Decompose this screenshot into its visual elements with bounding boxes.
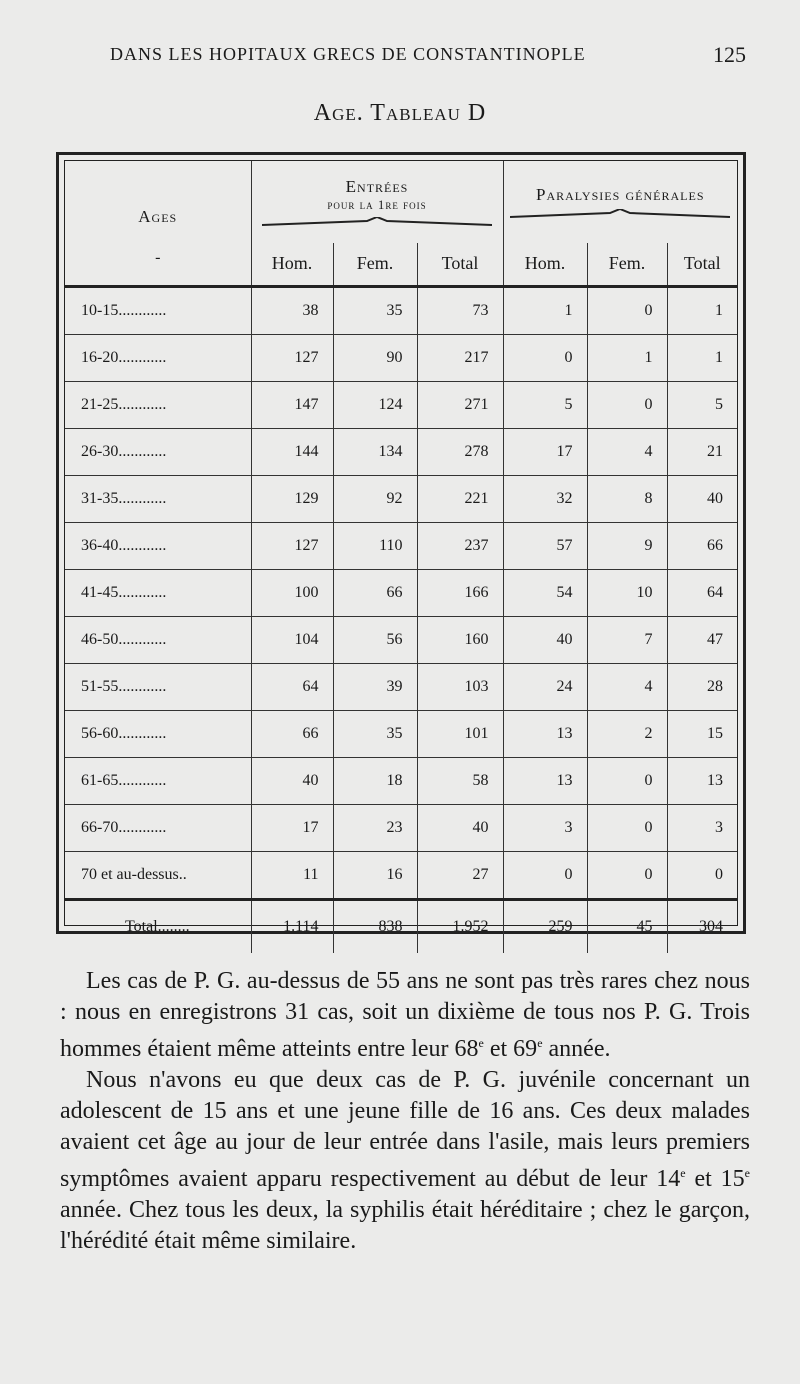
value-cell: 73 (417, 287, 503, 335)
value-cell: 11 (251, 852, 333, 900)
value-cell: 217 (417, 335, 503, 382)
value-cell: 0 (667, 852, 737, 900)
value-cell: 64 (251, 664, 333, 711)
value-cell: 166 (417, 570, 503, 617)
table-row (65, 429, 737, 476)
value-cell: 100 (251, 570, 333, 617)
total-row (65, 900, 737, 954)
age-cell: 56-60............ (65, 711, 251, 758)
value-cell: 1 (503, 287, 587, 335)
age-cell: 66-70............ (65, 805, 251, 852)
value-cell: 129 (251, 476, 333, 523)
value-cell: 3 (503, 805, 587, 852)
value-cell: 1 (587, 335, 667, 382)
value-cell: 1 (667, 287, 737, 335)
header-paralysies-label: Paralysies générales (535, 184, 705, 204)
table-title: Age. Tableau D (313, 100, 487, 126)
header-entrees-label: Entrées (345, 176, 409, 196)
total-label: Total........ (65, 900, 251, 954)
value-cell: 4 (587, 664, 667, 711)
value-cell: 17 (503, 429, 587, 476)
value-cell: 0 (587, 758, 667, 805)
table-row (65, 617, 737, 664)
subheader-fem-paralysies: Fem. (587, 243, 667, 287)
age-cell: 10-15............ (65, 287, 251, 335)
value-cell: 0 (587, 382, 667, 429)
value-cell: 13 (503, 711, 587, 758)
value-cell: 32 (503, 476, 587, 523)
table-row (65, 335, 737, 382)
age-cell: 46-50............ (65, 617, 251, 664)
value-cell: 16 (333, 852, 417, 900)
value-cell: 101 (417, 711, 503, 758)
table-row (65, 382, 737, 429)
table-row (65, 523, 737, 570)
value-cell: 13 (503, 758, 587, 805)
value-cell: 8 (587, 476, 667, 523)
value-cell: 27 (417, 852, 503, 900)
total-cell: 1.952 (417, 900, 503, 954)
table-row (65, 711, 737, 758)
table-row (65, 287, 737, 335)
header-entrees (251, 161, 503, 243)
value-cell: 127 (251, 523, 333, 570)
total-cell: 259 (503, 900, 587, 954)
table-row (65, 570, 737, 617)
table-row (65, 852, 737, 900)
age-cell: 21-25............ (65, 382, 251, 429)
value-cell: 9 (587, 523, 667, 570)
table-row (65, 476, 737, 523)
header-ages (65, 161, 251, 287)
total-cell: 304 (667, 900, 737, 954)
value-cell: 64 (667, 570, 737, 617)
value-cell: 127 (251, 335, 333, 382)
brace-entrees (262, 217, 492, 227)
value-cell: 40 (251, 758, 333, 805)
value-cell: 28 (667, 664, 737, 711)
value-cell: 134 (333, 429, 417, 476)
value-cell: 15 (667, 711, 737, 758)
total-cell: 45 (587, 900, 667, 954)
brace-paralysies (510, 209, 730, 219)
value-cell: 271 (417, 382, 503, 429)
age-cell: 31-35............ (65, 476, 251, 523)
total-cell: 838 (333, 900, 417, 954)
age-cell: 16-20............ (65, 335, 251, 382)
header-ages-label: Ages (138, 207, 178, 226)
subheader-fem-entrees: Fem. (333, 243, 417, 287)
value-cell: 57 (503, 523, 587, 570)
table-frame (56, 152, 746, 934)
header-entrees-sub: pour la 1re fois (327, 196, 427, 212)
value-cell: 1 (667, 335, 737, 382)
subheader-hom-entrees: Hom. (251, 243, 333, 287)
value-cell: 40 (503, 617, 587, 664)
value-cell: 103 (417, 664, 503, 711)
value-cell: 147 (251, 382, 333, 429)
value-cell: 66 (251, 711, 333, 758)
value-cell: 54 (503, 570, 587, 617)
value-cell: 5 (667, 382, 737, 429)
value-cell: 66 (667, 523, 737, 570)
value-cell: 221 (417, 476, 503, 523)
header-paralysies (503, 161, 737, 243)
age-cell: 36-40............ (65, 523, 251, 570)
value-cell: 0 (587, 805, 667, 852)
value-cell: 18 (333, 758, 417, 805)
value-cell: 13 (667, 758, 737, 805)
value-cell: 56 (333, 617, 417, 664)
value-cell: 90 (333, 335, 417, 382)
value-cell: 35 (333, 287, 417, 335)
body-text (60, 966, 750, 1257)
table-row (65, 664, 737, 711)
value-cell: 24 (503, 664, 587, 711)
total-cell: 1.114 (251, 900, 333, 954)
paragraph-2: Nous n'avons eu que deux cas de P. G. juvénile concernant un adolescent de 15 ans et une jeune fille de 16 ans. Ces deux malades avaient cet âge au jour de leur entrée dans l'asile, mais leurs premiers symptômes avaient apparu respectivement au début de leur 14e et 15e année. Chez tous les deux, la syphilis était héréditaire ; chez le garçon, l'hérédité était même similaire. (60, 1067, 750, 1254)
value-cell: 3 (667, 805, 737, 852)
value-cell: 110 (333, 523, 417, 570)
value-cell: 17 (251, 805, 333, 852)
age-table (65, 161, 737, 953)
value-cell: 21 (667, 429, 737, 476)
value-cell: 5 (503, 382, 587, 429)
age-cell: 70 et au-dessus.. (65, 852, 251, 900)
value-cell: 4 (587, 429, 667, 476)
table-body (65, 287, 737, 954)
value-cell: 40 (667, 476, 737, 523)
running-head-title: DANS LES HOPITAUX GRECS DE CONSTANTINOPLE (110, 44, 586, 64)
age-cell: 51-55............ (65, 664, 251, 711)
value-cell: 0 (503, 335, 587, 382)
value-cell: 23 (333, 805, 417, 852)
table-row (65, 805, 737, 852)
value-cell: 92 (333, 476, 417, 523)
value-cell: 35 (333, 711, 417, 758)
subheader-total-paralysies: Total (667, 243, 737, 287)
age-cell: 41-45............ (65, 570, 251, 617)
value-cell: 124 (333, 382, 417, 429)
value-cell: 0 (587, 852, 667, 900)
subheader-hom-paralysies: Hom. (503, 243, 587, 287)
value-cell: 47 (667, 617, 737, 664)
age-cell: 61-65............ (65, 758, 251, 805)
value-cell: 144 (251, 429, 333, 476)
subheader-total-entrees: Total (417, 243, 503, 287)
value-cell: 10 (587, 570, 667, 617)
value-cell: 58 (417, 758, 503, 805)
value-cell: 160 (417, 617, 503, 664)
table-row (65, 758, 737, 805)
value-cell: 0 (503, 852, 587, 900)
value-cell: 104 (251, 617, 333, 664)
value-cell: 66 (333, 570, 417, 617)
value-cell: 237 (417, 523, 503, 570)
header-ages-dash: - (155, 249, 161, 266)
paragraph-1: Les cas de P. G. au-dessus de 55 ans ne sont pas très rares chez nous : nous en enregistrons 31 cas, soit un dixième de tous nos P. G. Trois hommes étaient même atteints entre leur 68e et 69e année. (60, 968, 750, 1062)
value-cell: 0 (587, 287, 667, 335)
value-cell: 278 (417, 429, 503, 476)
value-cell: 39 (333, 664, 417, 711)
value-cell: 7 (587, 617, 667, 664)
value-cell: 38 (251, 287, 333, 335)
value-cell: 40 (417, 805, 503, 852)
age-cell: 26-30............ (65, 429, 251, 476)
value-cell: 2 (587, 711, 667, 758)
page-number: 125 (713, 42, 746, 67)
